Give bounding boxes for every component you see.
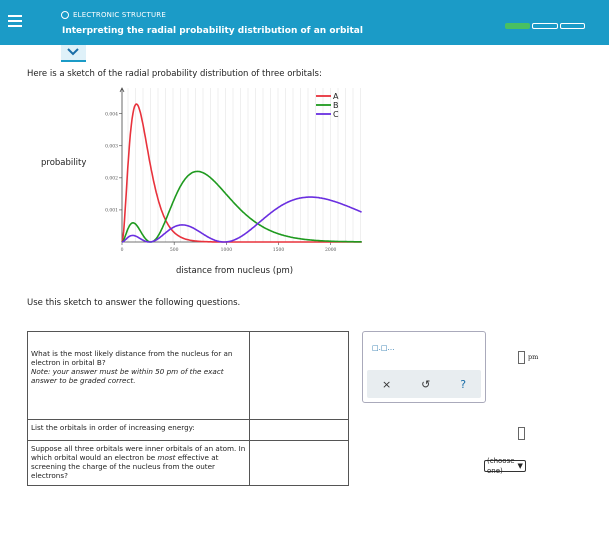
answer-cell <box>250 441 523 486</box>
x-tick-label: 1000 <box>220 248 233 253</box>
answer-palette <box>362 331 486 403</box>
legend-label-C: C <box>333 110 339 119</box>
legend-label-B: B <box>333 101 339 110</box>
y-tick-label: 0.003 <box>105 144 118 150</box>
distance-input[interactable] <box>518 351 525 364</box>
y-tick-label: 0.001 <box>105 208 118 214</box>
page-title: Interpreting the radial probability distribution of an orbital <box>62 26 363 36</box>
answer-cell <box>250 332 539 420</box>
y-tick-label: 0.002 <box>105 176 118 182</box>
section-label: ELECTRONIC STRUCTURE <box>61 11 166 19</box>
x-tick-label: 1500 <box>272 248 285 253</box>
question-text: Suppose all three orbitals were inner orbitals of an atom. In which orbital would an electron be most effective at screening the charge of the nucleus from the outer electrons? <box>28 441 250 486</box>
legend-label-A: A <box>333 92 339 101</box>
palette-toolbar <box>367 370 481 398</box>
x-axis-label: distance from nucleus (pm) <box>176 266 294 276</box>
answer-cell <box>250 420 349 441</box>
insert-symbol-button[interactable]: □.□… <box>372 344 395 352</box>
clear-icon[interactable]: × <box>381 377 392 391</box>
question-text: What is the most likely distance from the nucleus for an electron in orbital B? Note: your answer must be within 50 pm of the exact answer to be graded correct. <box>28 332 250 420</box>
undo-icon[interactable]: ↺ <box>421 377 431 391</box>
question-text: List the orbitals in order of increasing energy: <box>28 420 250 441</box>
question-row <box>28 332 349 420</box>
questions-table <box>27 331 539 486</box>
x-tick-label: 500 <box>169 248 179 253</box>
x-tick-label: 2000 <box>324 248 337 253</box>
unit-label: pm <box>528 353 539 361</box>
y-axis-label: probability <box>41 158 87 168</box>
chevron-down-icon: ▼ <box>517 462 523 470</box>
orbital-select[interactable]: (choose one) ▼ <box>484 460 526 472</box>
question-row <box>28 441 349 486</box>
x-tick-label: 0 <box>120 248 124 253</box>
help-icon[interactable]: ? <box>460 377 467 391</box>
question-row <box>28 420 349 441</box>
instruction-text: Use this sketch to answer the following questions. <box>27 298 241 308</box>
intro-text: Here is a sketch of the radial probability distribution of three orbitals: <box>27 69 322 79</box>
y-tick-label: 0.004 <box>105 112 118 118</box>
order-input[interactable] <box>518 427 525 440</box>
